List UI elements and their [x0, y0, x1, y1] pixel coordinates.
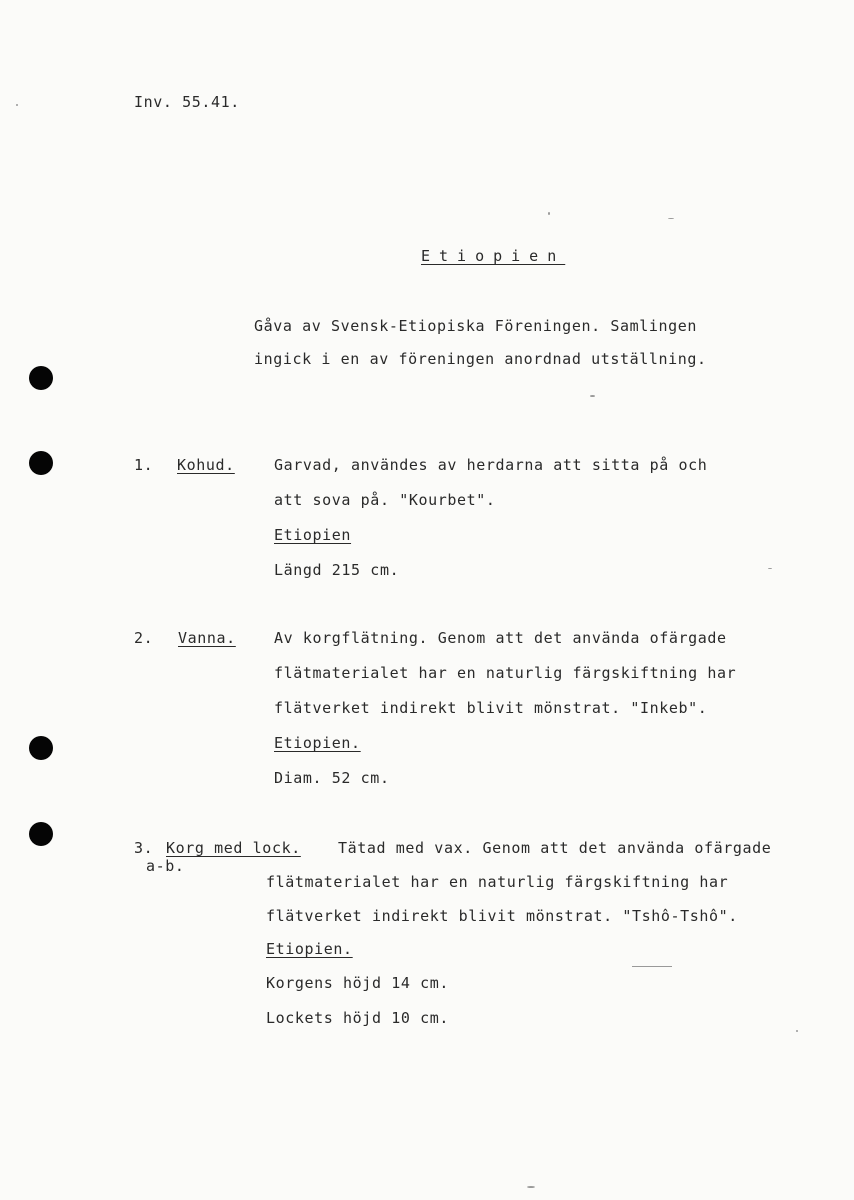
- item-measure: Diam. 52 cm.: [274, 769, 390, 787]
- item-description-line: flätverket indirekt blivit mönstrat. "Tshô-Tshô".: [266, 907, 738, 925]
- scan-speck: [590, 395, 595, 397]
- scan-speck: [668, 218, 674, 219]
- item-measure: Lockets höjd 10 cm.: [266, 1009, 449, 1027]
- item-number: 3.: [134, 839, 154, 857]
- punch-hole: [29, 451, 53, 475]
- scan-speck: [548, 212, 550, 215]
- document-title: Etiopien: [421, 247, 566, 265]
- item-description-line: Garvad, användes av herdarna att sitta på och: [274, 456, 708, 474]
- punch-hole: [29, 366, 53, 390]
- item-name: Korg med lock.: [166, 839, 301, 857]
- scan-speck: [527, 1186, 535, 1188]
- scan-speck: [768, 568, 772, 569]
- item-sub-label: a-b.: [146, 857, 185, 875]
- item-measure: Korgens höjd 14 cm.: [266, 974, 449, 992]
- inventory-number: Inv. 55.41.: [134, 93, 240, 111]
- scan-speck: [796, 1030, 798, 1032]
- item-origin: Etiopien.: [274, 734, 361, 752]
- item-name: Vanna.: [178, 629, 236, 647]
- punch-hole: [29, 736, 53, 760]
- intro-line-1: Gåva av Svensk-Etiopiska Föreningen. Samlingen: [254, 317, 698, 335]
- item-number: 2.: [134, 629, 154, 647]
- item-measure: Längd 215 cm.: [274, 561, 400, 579]
- item-description-line: Tätad med vax. Genom att det använda ofärgade: [338, 839, 772, 857]
- intro-line-2: ingick i en av föreningen anordnad utställning.: [254, 350, 707, 368]
- item-name: Kohud.: [177, 456, 235, 474]
- item-origin: Etiopien.: [266, 940, 353, 958]
- punch-hole: [29, 822, 53, 846]
- item-description-line: flätmaterialet har en naturlig färgskiftning har: [266, 873, 729, 891]
- item-number: 1.: [134, 456, 154, 474]
- scan-speck: [16, 104, 18, 106]
- item-description-line: flätmaterialet har en naturlig färgskiftning har: [274, 664, 737, 682]
- scan-speck: [632, 966, 672, 967]
- item-origin: Etiopien: [274, 526, 352, 544]
- item-description-line: flätverket indirekt blivit mönstrat. "Inkeb".: [274, 699, 708, 717]
- item-description-line: att sova på. "Kourbet".: [274, 491, 496, 509]
- item-description-line: Av korgflätning. Genom att det använda ofärgade: [274, 629, 727, 647]
